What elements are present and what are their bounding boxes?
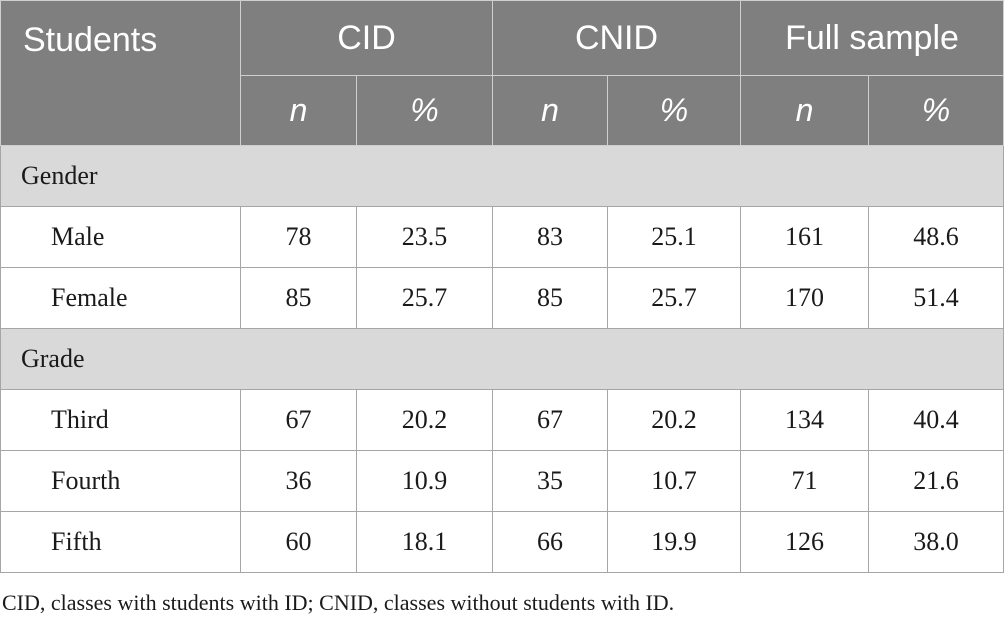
- table-cell: 67: [493, 390, 608, 451]
- table-cell: 38.0: [869, 512, 1004, 573]
- table-cell: 51.4: [869, 268, 1004, 329]
- subcol-header: n: [741, 76, 869, 146]
- section-title: Grade: [1, 329, 1004, 390]
- table-cell: 66: [493, 512, 608, 573]
- table-cell: 83: [493, 207, 608, 268]
- table-cell: 20.2: [608, 390, 741, 451]
- table-cell: 23.5: [357, 207, 493, 268]
- table-row: [1, 512, 1004, 573]
- section-title: Gender: [1, 146, 1004, 207]
- table-cell: 10.9: [357, 451, 493, 512]
- table-cell: 134: [741, 390, 869, 451]
- table-cell: 170: [741, 268, 869, 329]
- row-label: Male: [1, 207, 241, 268]
- table-row: [1, 268, 1004, 329]
- table-cell: 48.6: [869, 207, 1004, 268]
- cnid-group-header: CNID: [493, 1, 741, 76]
- table-cell: 35: [493, 451, 608, 512]
- table-cell: 19.9: [608, 512, 741, 573]
- table-footnote: CID, classes with students with ID; CNID, classes without students with ID.: [2, 590, 675, 615]
- table-cell: 60: [241, 512, 357, 573]
- section-row-gender: [1, 146, 1004, 207]
- subcol-header: n: [241, 76, 357, 146]
- header-row-groups: [1, 1, 1004, 76]
- students-header: Students: [1, 1, 241, 146]
- table-row: [1, 390, 1004, 451]
- subcol-header: n: [493, 76, 608, 146]
- table-cell: 85: [241, 268, 357, 329]
- section-row-grade: [1, 329, 1004, 390]
- cid-group-header: CID: [241, 1, 493, 76]
- subcol-header: %: [357, 76, 493, 146]
- table-cell: 10.7: [608, 451, 741, 512]
- table-cell: 25.1: [608, 207, 741, 268]
- table-cell: 67: [241, 390, 357, 451]
- table-cell: 20.2: [357, 390, 493, 451]
- table-cell: 25.7: [608, 268, 741, 329]
- table-cell: 78: [241, 207, 357, 268]
- subcol-header: %: [608, 76, 741, 146]
- table-cell: 18.1: [357, 512, 493, 573]
- table-cell: 40.4: [869, 390, 1004, 451]
- subcol-header: %: [869, 76, 1004, 146]
- table-cell: 85: [493, 268, 608, 329]
- table-row: [1, 451, 1004, 512]
- row-label: Fifth: [1, 512, 241, 573]
- table-cell: 71: [741, 451, 869, 512]
- full-sample-group-header: Full sample: [741, 1, 1004, 76]
- row-label: Third: [1, 390, 241, 451]
- row-label: Fourth: [1, 451, 241, 512]
- table-row: [1, 207, 1004, 268]
- table-cell: 25.7: [357, 268, 493, 329]
- table-cell: 36: [241, 451, 357, 512]
- row-label: Female: [1, 268, 241, 329]
- table-cell: 161: [741, 207, 869, 268]
- table-cell: 21.6: [869, 451, 1004, 512]
- table-cell: 126: [741, 512, 869, 573]
